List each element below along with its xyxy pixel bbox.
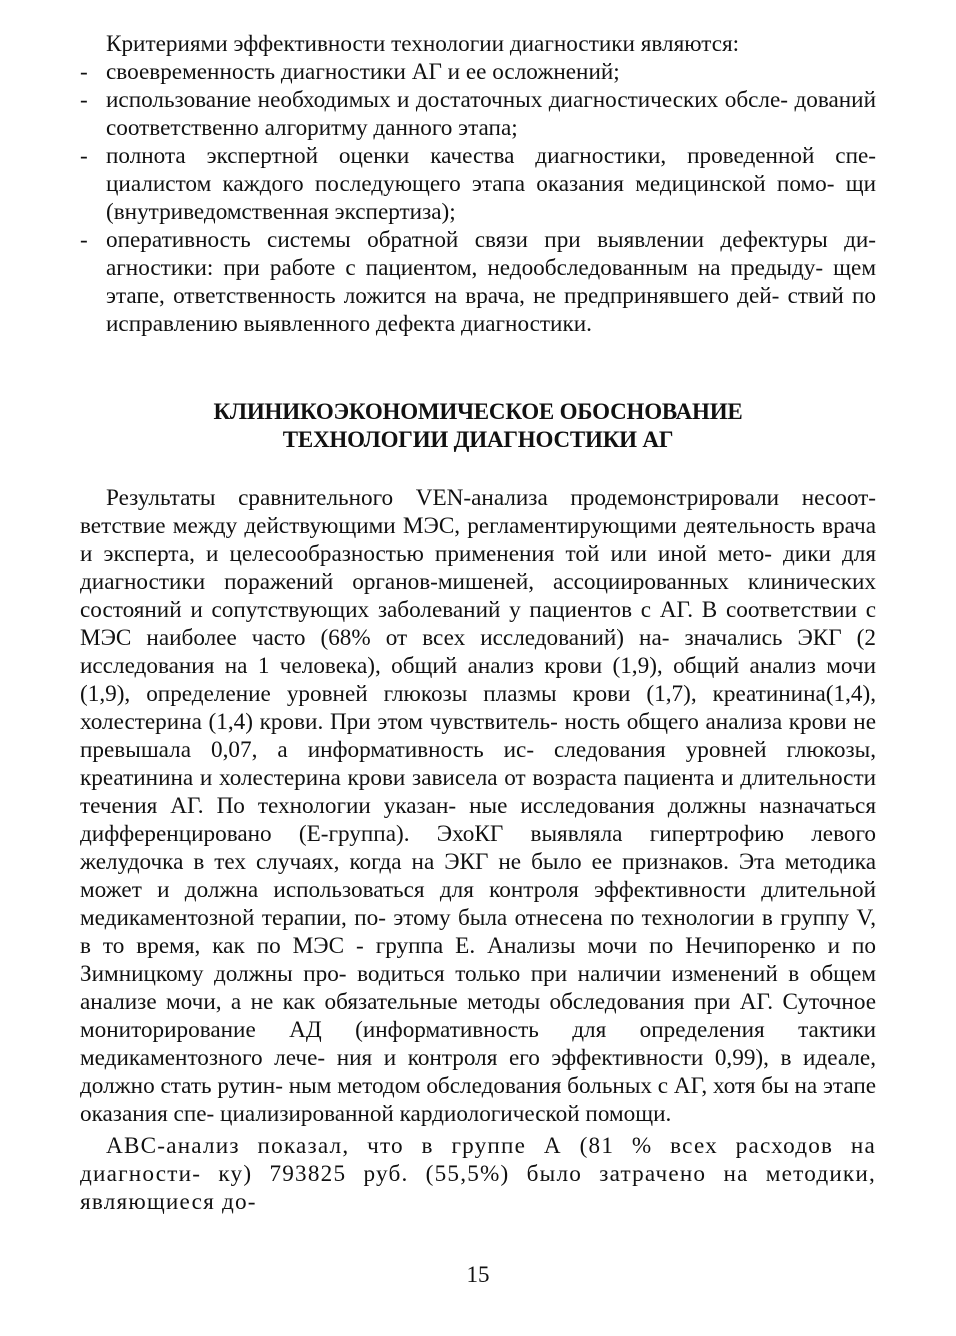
criteria-item-2	[80, 86, 876, 142]
criteria-item-1	[80, 58, 876, 86]
criteria-intro: Критериями эффективности технологии диагностики являются:	[106, 31, 740, 57]
list-bullet: -	[80, 143, 88, 169]
section-heading	[80, 398, 876, 454]
criteria-item-4	[80, 226, 876, 338]
body-paragraph-2: АВС-анализ показал, что в группе А (81 % всех расходов на диагности- ку) 793825 руб. (55,5%) было затрачено на методики, являющиеся до-	[80, 1133, 876, 1215]
section-heading-line-1: КЛИНИКОЭКОНОМИЧЕСКОЕ ОБОСНОВАНИЕ	[213, 399, 743, 424]
criteria-item-text: оперативность системы обратной связи при выявлении дефектуры ди- агностики: при работе с пациентом, недообследованным на предыду- щем этапе, ответственность ложится на врача, не предпринявшего дей- ствий по исправлению выявленного дефекта диагностики.	[106, 227, 876, 337]
document-page	[80, 30, 876, 1216]
criteria-item-3	[80, 142, 876, 226]
criteria-item-text: своевременность диагностики АГ и ее осложнений;	[106, 59, 620, 85]
criteria-list	[80, 58, 876, 338]
section-heading-line-2: ТЕХНОЛОГИИ ДИАГНОСТИКИ АГ	[282, 427, 674, 452]
list-bullet: -	[80, 59, 88, 85]
list-bullet: -	[80, 87, 88, 113]
criteria-item-text: полнота экспертной оценки качества диагностики, проведенной спе- циалистом каждого последующего этапа оказания медицинской помо- щи (внутриведомственная экспертиза);	[106, 143, 876, 225]
list-bullet: -	[80, 227, 88, 253]
criteria-item-text: использование необходимых и достаточных диагностических обсле- дований соответственно алгоритму данного этапа;	[106, 87, 876, 141]
body-paragraph-1: Результаты сравнительного VEN-анализа продемонстрировали несоот- ветствие между действующими МЭС, регламентирующими деятельность врача и эксперта, и целесообразностью применения той или иной мето- дики для диагностики поражений органов-мишеней, ассоциированных клинических состояний и сопутствующих заболеваний у пациентов с АГ. В соответствии с МЭС наиболее часто (68% от всех исследований) на- значались ЭКГ (2 исследования на 1 человека), общий анализ крови (1,9), общий анализ мочи (1,9), определение уровней глюкозы плазмы крови (1,7), креатинина(1,4), холестерина (1,4) крови. При этом чувствитель- ность общего анализа крови не превышала 0,07, а информативность ис- следования уровней глюкозы, креатинина и холестерина крови зависела от возраста пациента и длительности течения АГ. По технологии указан- ные исследования должны назначаться дифференцировано (Е-группа). ЭхоКГ выявляла гипертрофию левого желудочка в тех случаях, когда на ЭКГ не было ее признаков. Эта методика может и должна использоваться для контроля эффективности длительной медикаментозной терапии, по- этому была отнесена по технологии в группу V, в то время, как по МЭС - группа Е. Анализы мочи по Нечипоренко и по Зимницкому должны про- водиться только при наличии изменений в общем анализе мочи, а не как обязательные методы обследования при АГ. Суточное мониторирование АД (информативность для определения тактики медикаментозного лече- ния и контроля его эффективности 0,99), в идеале, должно стать рутин- ным методом обследования больных с АГ, хотя бы на этапе оказания спе- циализированной кардиологической помощи.	[80, 485, 877, 1127]
page-number: 15	[466, 1262, 490, 1287]
